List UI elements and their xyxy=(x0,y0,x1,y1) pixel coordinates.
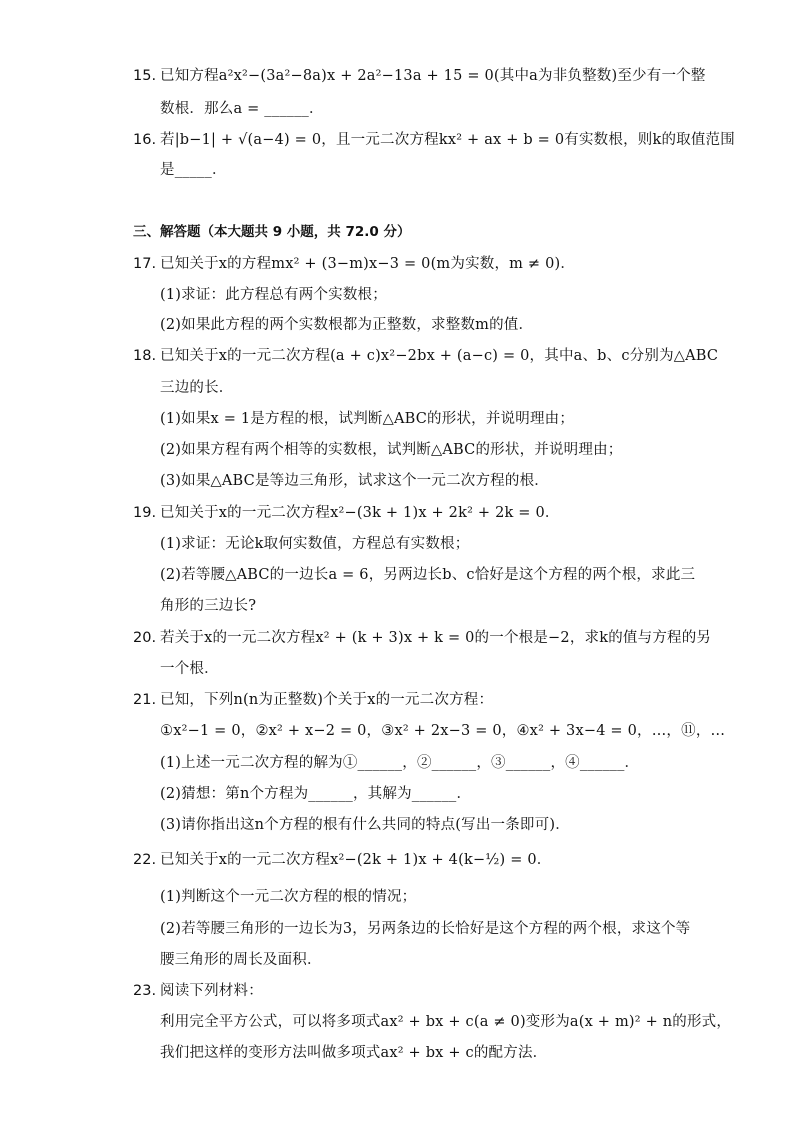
q21-line-5: (3)请你指出这n个方程的根有什么共同的特点(写出一条即可)． xyxy=(160,817,570,833)
q23-line-2: 利用完全平方公式，可以将多项式ax² + bx + c(a ≠ 0)变形为a(x + m)² + n的形式， xyxy=(160,1014,732,1030)
q22-line-1: 已知关于x的一元二次方程x²−(2k + 1)x + 4(k−½) = 0． xyxy=(160,852,552,868)
q23-line-1: 阅读下列材料： xyxy=(160,983,263,999)
q19-line-4: 角形的三边长? xyxy=(160,598,257,614)
q18-line-4: (2)如果方程有两个相等的实数根，试判断△ABC的形状，并说明理由； xyxy=(160,442,623,458)
q23-line-3: 我们把这样的变形方法叫做多项式ax² + bx + c的配方法． xyxy=(160,1045,548,1061)
q16-line-2: 是_____． xyxy=(160,162,227,178)
q17-line-3: (2)如果此方程的两个实数根都为正整数，求整数m的值． xyxy=(160,317,534,333)
question-number-23: 23. xyxy=(133,983,157,999)
question-number-17: 17. xyxy=(133,256,157,272)
q15-line-2: 数根．那么a = ______． xyxy=(160,101,324,117)
question-number-19: 19. xyxy=(133,505,157,521)
q21-line-1: 已知，下列n(n为正整数)个关于x的一元二次方程： xyxy=(160,692,494,708)
q20-line-2: 一个根． xyxy=(160,661,219,677)
q15-line-1: 已知方程a²x²−(3a²−8a)x + 2a²−13a + 15 = 0(其中a为非负整数)至少有一个整 xyxy=(160,68,706,84)
q19-line-1: 已知关于x的一元二次方程x²−(3k + 1)x + 2k² + 2k = 0． xyxy=(160,505,560,521)
question-number-20: 20. xyxy=(133,630,157,646)
q21-line-2: ①x²−1 = 0，②x² + x−2 = 0，③x² + 2x−3 = 0，④x² + 3x−4 = 0，…，⑪，… xyxy=(160,723,726,739)
q18-line-5: (3)如果△ABC是等边三角形，试求这个一元二次方程的根． xyxy=(160,473,549,489)
q19-line-2: (1)求证：无论k取何实数值，方程总有实数根； xyxy=(160,536,470,552)
q19-line-3: (2)若等腰△ABC的一边长a = 6，另两边长b、c恰好是这个方程的两个根，求此三 xyxy=(160,567,696,583)
question-number-15: 15. xyxy=(133,68,157,84)
question-number-16: 16. xyxy=(133,132,157,148)
q17-line-1: 已知关于x的方程mx² + (3−m)x−3 = 0(m为实数，m ≠ 0)． xyxy=(160,256,576,272)
q22-line-2: (1)判断这个一元二次方程的根的情况； xyxy=(160,889,417,905)
section-header-3: 三、解答题（本大题共 9 小题，共 72.0 分） xyxy=(133,224,411,240)
q18-line-1: 已知关于x的一元二次方程(a + c)x²−2bx + (a−c) = 0，其中a、b、c分别为△ABC xyxy=(160,348,719,364)
q20-line-1: 若关于x的一元二次方程x² + (k + 3)x + k = 0的一个根是−2，求k的值与方程的另 xyxy=(160,630,712,646)
q18-line-3: (1)如果x = 1是方程的根，试判断△ABC的形状，并说明理由； xyxy=(160,411,575,427)
q22-line-3: (2)若等腰三角形的一边长为3，另两条边的长恰好是这个方程的两个根，求这个等 xyxy=(160,921,691,937)
q21-line-4: (2)猜想：第n个方程为______，其解为______． xyxy=(160,786,472,802)
q21-line-3: (1)上述一元二次方程的解为①______，②______，③______，④______． xyxy=(160,755,640,771)
question-number-22: 22. xyxy=(133,852,157,868)
q22-line-4: 腰三角形的周长及面积． xyxy=(160,952,322,968)
q16-line-1: 若|b−1| + √(a−4) = 0，且一元二次方程kx² + ax + b = 0有实数根，则k的取值范围 xyxy=(160,132,735,148)
q17-line-2: (1)求证：此方程总有两个实数根； xyxy=(160,287,387,303)
q18-line-2: 三边的长． xyxy=(160,380,234,396)
question-number-18: 18. xyxy=(133,348,157,364)
question-number-21: 21. xyxy=(133,692,157,708)
